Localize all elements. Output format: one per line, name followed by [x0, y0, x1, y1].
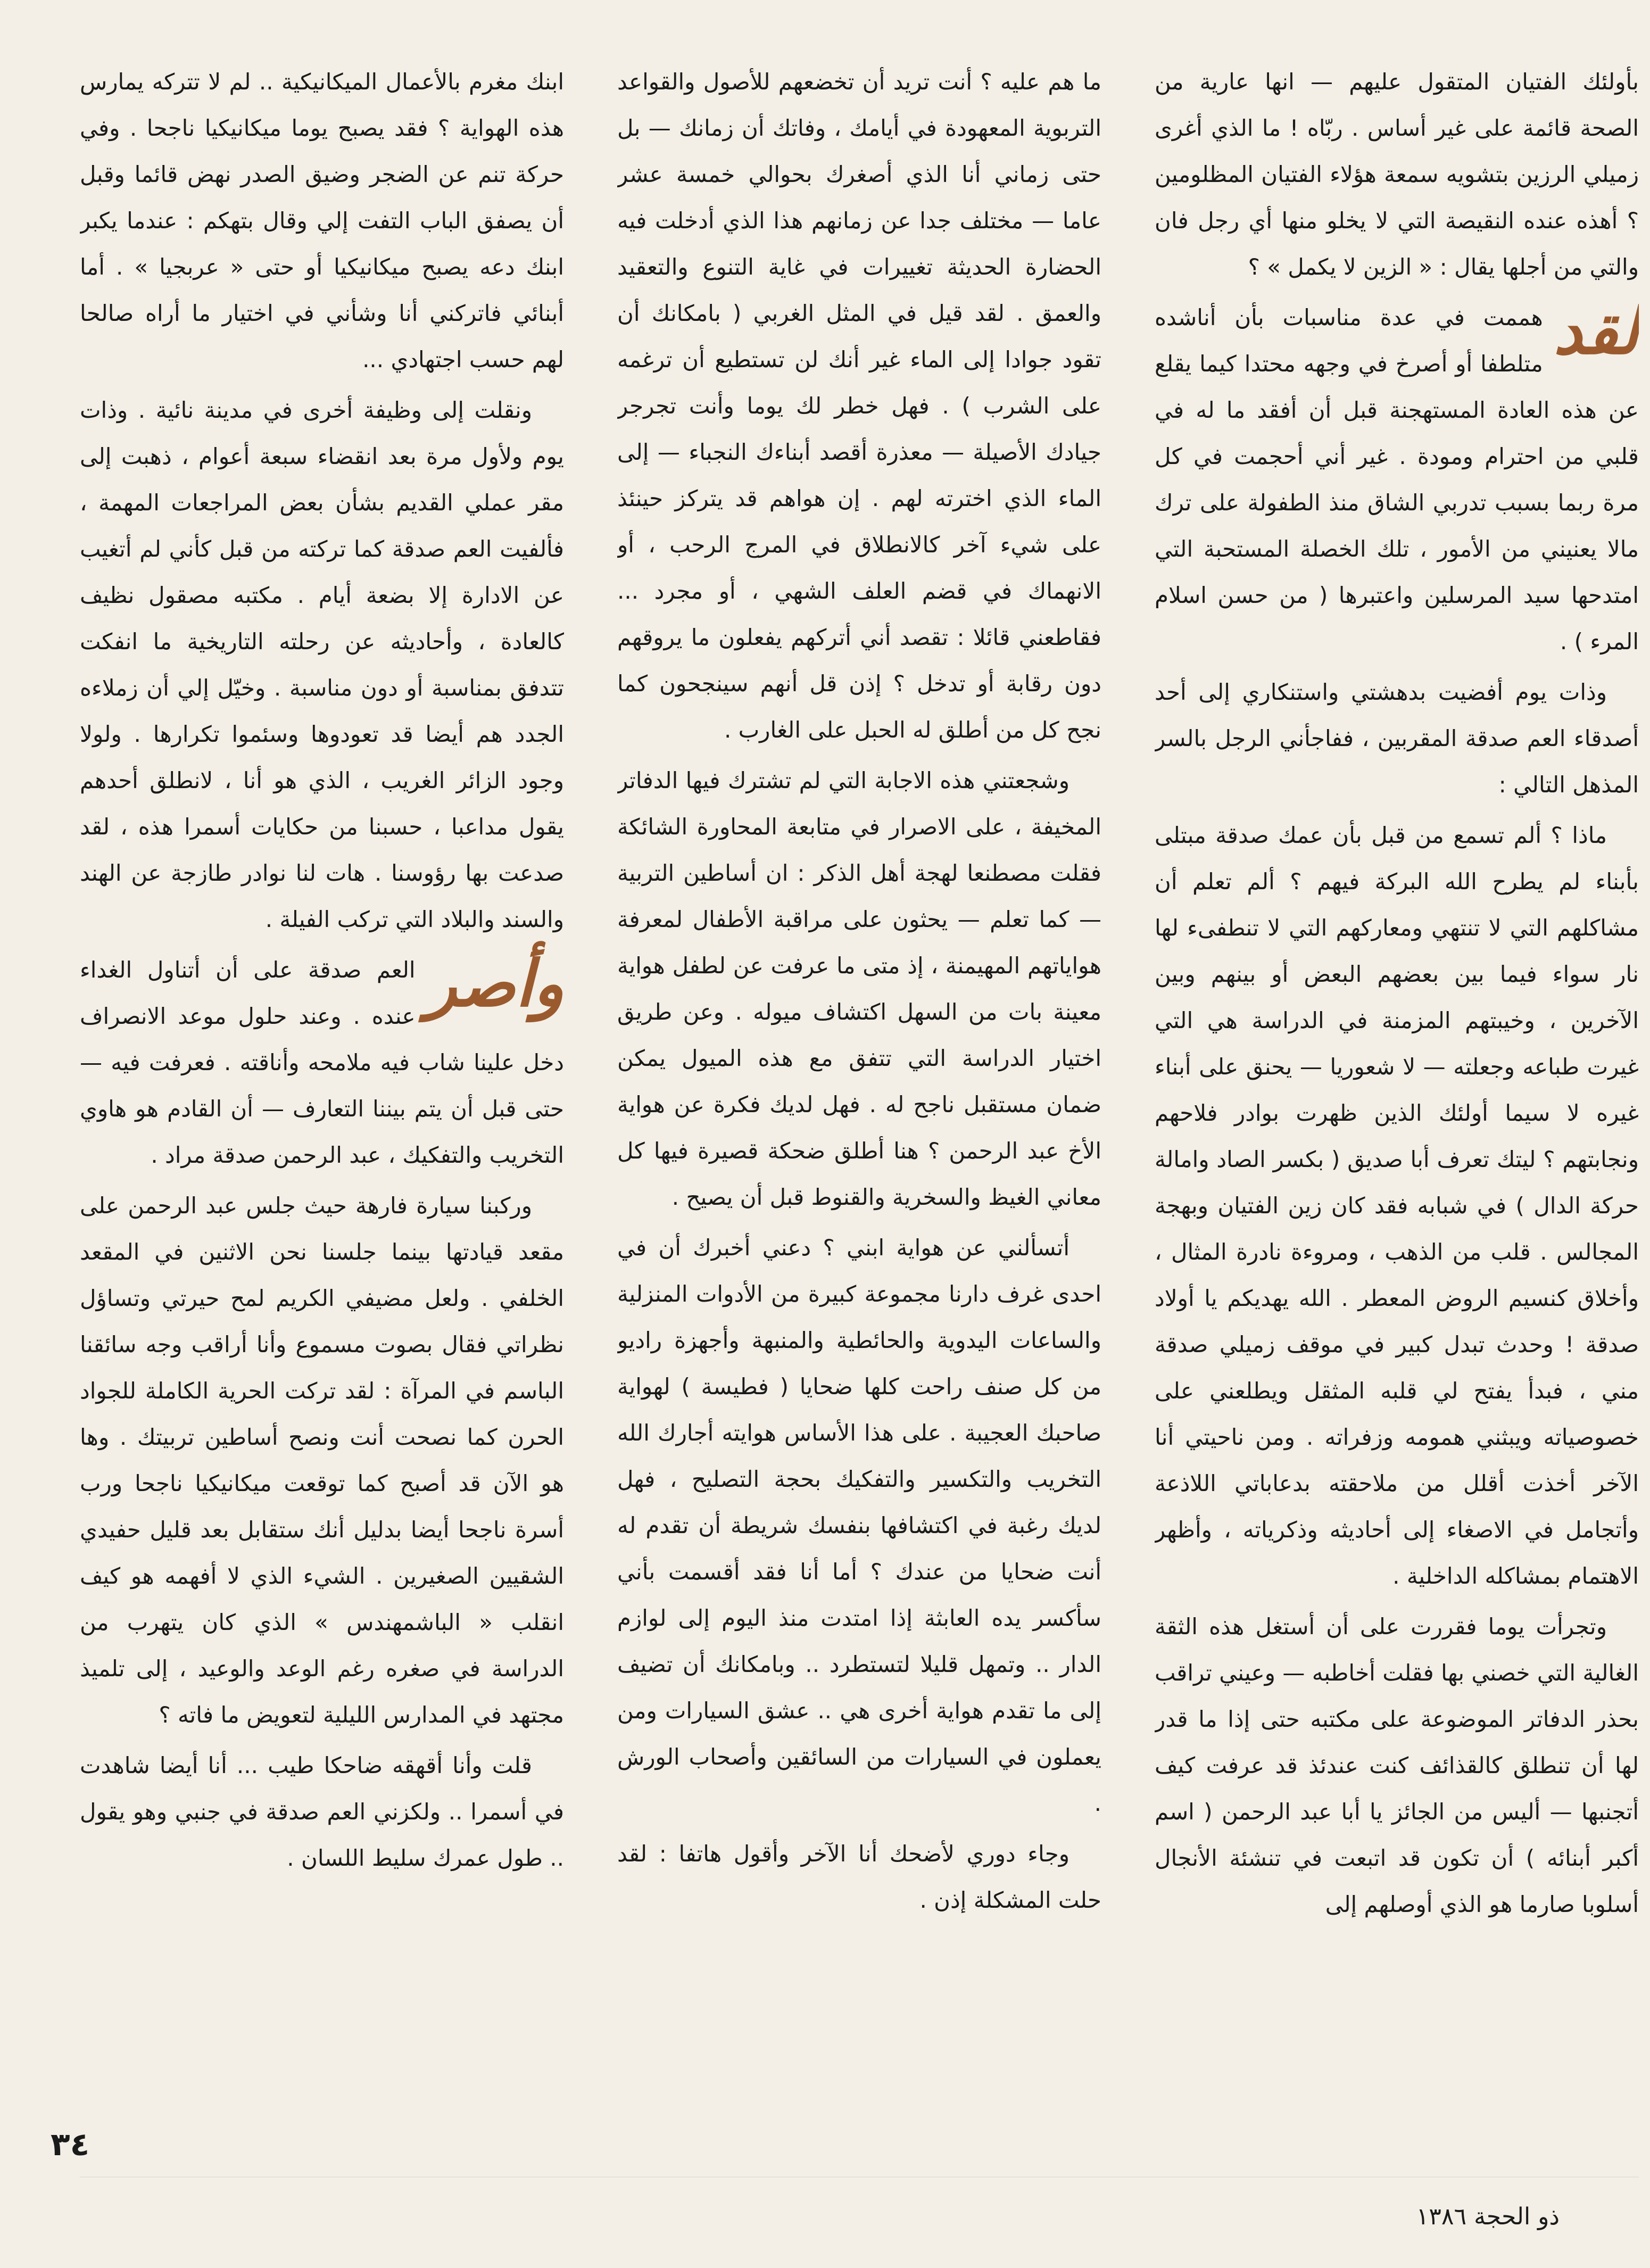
issue-date: ذو الحجة ١٣٨٦ [1416, 2203, 1560, 2230]
paragraph: وتجرأت يوما فقررت على أن أستغل هذه الثقة الغالية التي خصني بها فقلت أخاطبه — وعيني تراقب بحذر الدفاتر الموضوعة على مكتبه حتى إذا ما قدر لها أن تنطلق كالقذائف كنت عندئذ قد عرفت كيف أتجنبها — أليس من الجائز يا أبا عبد الرحمن ( اسم أكبر أبنائه ) أن تكون قد اتبعت في تنشئة الأنجال أسلوبا صارما هو الذي أوصلهم إلى [1155, 1613, 1639, 1917]
dropcap-paragraph [1155, 294, 1639, 665]
paragraph: ونقلت إلى وظيفة أخرى في مدينة نائية . وذات يوم ولأول مرة بعد انقضاء سبعة أعوام ، ذهبت إلى مقر عملي القديم بشأن بعض المراجعات المهمة ، فألفيت العم صدقة كما تركته من قبل كأني لم أتغيب عن الادارة إلا بضعة أيام . مكتبه مصقول نظيف كالعادة ، وأحاديثه عن رحلته التاريخية ما انفكت تتدفق بمناسبة أو دون مناسبة . وخيّل إلي أن زملاءه الجدد هم أيضا قد تعودوها وسئموا تكرارها . ولولا وجود الزائر الغريب ، الذي هو أنا ، لانطلق أحدهم يقول مداعبا ، حسبنا من حكايات أسمرا هذه ، لقد صدعت بها رؤوسنا . هات لنا نوادر طازجة عن الهند والسند والبلاد التي تركب الفيلة . [80, 397, 564, 932]
paragraph: ابنك مغرم بالأعمال الميكانيكية .. لم لا تتركه يمارس هذه الهواية ؟ فقد يصبح يوما ميكانيكيا ناجحا . وفي حركة تنم عن الضجر وضيق الصدر نهض قائما وقبل أن يصفق الباب التفت إلي وقال بتهكم : عندما يكبر ابنك دعه يصبح ميكانيكيا أو حتى « عربجيا » . أما أبنائي فاتركني أنا وشأني في اختيار ما أراه صالحا لهم حسب اجتهادي ... [80, 69, 564, 373]
paragraph: ماذا ؟ ألم تسمع من قبل بأن عمك صدقة مبتلى بأبناء لم يطرح الله البركة فيهم ؟ ألم تعلم أن مشاكلهم التي لا تنتهي ومعاركهم التي لا تنطفىء لها نار سواء فيما بين بعضهم البعض أو بينهم وبين الآخرين ، وخيبتهم المزمنة في الدراسة هي التي غيرت طباعه وجعلته — لا شعوريا — يحنق على أبناء غيره لا سيما أولئك الذين ظهرت بوادر فلاحهم ونجابتهم ؟ ليتك تعرف أبا صديق ( بكسر الصاد وامالة حركة الدال ) في شبابه فقد كان زين الفتيان وبهجة المجالس . قلب من الذهب ، ومروءة نادرة المثال ، وأخلاق كنسيم الروض المعطر . الله يهديكم يا أولاد صدقة ! وحدث تبدل كبير في موقف زميلي صدقة مني ، فبدأ يفتح لي قلبه المثقل ويطلعني على خصوصياته ويبثني همومه وزفراته . ومن ناحيتي أنا الآخر أخذت أقلل من ملاحقته بدعاباتي اللاذعة وأتجامل في الاصغاء إلى أحاديثه وذكرياته ، وأظهر الاهتمام بمشاكله الداخلية . [1155, 822, 1639, 1589]
paragraph: بأولئك الفتيان المتقول عليهم — انها عارية من الصحة قائمة على غير أساس . ربّاه ! ما الذي أغرى زميلي الرزين بتشويه سمعة هؤلاء الفتيان المظلومين ؟ أهذه عنده النقيصة التي لا يخلو منها أي رجل فان والتي من أجلها يقال : « الزين لا يكمل » ؟ [1155, 69, 1639, 280]
paragraph: ما هم عليه ؟ أنت تريد أن تخضعهم للأصول والقواعد التربوية المعهودة في أيامك ، وفاتك أن زمانك — بل حتى زماني أنا الذي أصغرك بحوالي خمسة عشر عاما — مختلف جدا عن زمانهم هذا الذي أدخلت فيه الحضارة الحديثة تغييرات في غاية التنوع والتعقيد والعمق . لقد قيل في المثل الغربي ( بامكانك أن تقود جوادا إلى الماء غير أنك لن تستطيع أن ترغمه على الشرب ) . فهل خطر لك يوما وأنت تجرجر جيادك الأصيلة — معذرة أقصد أبناءك النجباء — إلى الماء الذي اخترته لهم . إن هواهم قد يتركز حينئذ على شيء آخر كالانطلاق في المرج الرحب ، أو الانهماك في قضم العلف الشهي ، أو مجرد ... فقاطعني قائلا : تقصد أني أتركهم يفعلون ما يروقهم دون رقابة أو تدخل ؟ إذن قل أنهم سينجحون كما نجح كل من أطلق له الحبل على الغارب . [617, 69, 1101, 743]
column-middle [617, 59, 1101, 2129]
page-number: ٣٤ [51, 2126, 90, 2163]
paragraph: وذات يوم أفضيت بدهشتي واستنكاري إلى أحد أصدقاء العم صدقة المقربين ، ففاجأني الرجل بالسر المذهل التالي : [1155, 679, 1639, 798]
text-columns [80, 59, 1639, 2129]
paragraph: وجاء دوري لأضحك أنا الآخر وأقول هاتفا : لقد حلت المشكلة إذن . [617, 1841, 1101, 1913]
dropcap: وأصر [426, 946, 564, 1021]
column-left [80, 59, 564, 2129]
paragraph: وركبنا سيارة فارهة حيث جلس عبد الرحمن على مقعد قيادتها بينما جلسنا نحن الاثنين في المقعد الخلفي . ولعل مضيفي الكريم لمح حيرتي وتساؤل نظراتي فقال بصوت مسموع وأنا أراقب وجه سائقنا الباسم في المرآة : لقد تركت الحرية الكاملة للجواد الحرن كما نصحت أنت ونصح أساطين تربيتك . وها هو الآن قد أصبح كما توقعت ميكانيكيا ناجحا ورب أسرة ناجحا أيضا بدليل أنك ستقابل بعد قليل حفيدي الشقيين الصغيرين . الشيء الذي لا أفهمه هو كيف انقلب « الباشمهندس » الذي كان يتهرب من الدراسة في صغره رغم الوعد والوعيد ، إلى تلميذ مجتهد في المدارس الليلية لتعويض ما فاته ؟ [80, 1193, 564, 1728]
paragraph: قلت وأنا أقهقه ضاحكا طيب ... أنا أيضا شاهدت في أسمرا .. ولكزني العم صدقة في جنبي وهو يقول .. طول عمرك سليط اللسان . [80, 1752, 564, 1871]
paragraph: العم صدقة على أن أتناول الغداء عنده . وعند حلول موعد الانصراف دخل علينا شاب فيه ملامحه وأناقته . فعرفت فيه — حتى قبل أن يتم بيننا التعارف — أن القادم هو هاوي التخريب والتفكيك ، عبد الرحمن صدقة مراد . [80, 957, 564, 1168]
footer-divider [80, 2176, 1639, 2178]
paragraph: وشجعتني هذه الاجابة التي لم تشترك فيها الدفاتر المخيفة ، على الاصرار في متابعة المحاورة الشائكة فقلت مصطنعا لهجة أهل الذكر : ان أساطين التربية — كما تعلم — يحثون على مراقبة الأطفال لمعرفة هواياتهم المهيمنة ، إذ متى ما عرفت عن لطفل هواية معينة بات من السهل اكتشاف ميوله . وعن طريق اختيار الدراسة التي تتفق مع هذه الميول يمكن ضمان مستقبل ناجح له . فهل لديك فكرة عن هواية الأخ عبد الرحمن ؟ هنا أطلق ضحكة قصيرة فيها كل معاني الغيظ والسخرية والقنوط قبل أن يصيح . [617, 767, 1101, 1210]
paragraph: هممت في عدة مناسبات بأن أناشده متلطفا أو أصرخ في وجهه محتدا كيما يقلع عن هذه العادة المستهجنة قبل أن أفقد ما له في قلبي من احترام ومودة . غير أني أحجمت في كل مرة ربما بسبب تدربي الشاق منذ الطفولة على ترك مالا يعنيني من الأمور ، تلك الخصلة المستحبة التي امتدحها سيد المرسلين واعتبرها ( من حسن اسلام المرء ) . [1155, 304, 1639, 655]
dropcap-paragraph [80, 947, 564, 1178]
paragraph: أتسألني عن هواية ابني ؟ دعني أخبرك أن في احدى غرف دارنا مجموعة كبيرة من الأدوات المنزلية والساعات اليدوية والحائطية والمنبهة وأجهزة راديو من كل صنف راحت كلها ضحايا ( فطيسة ) لهواية صاحبك العجيبة . على هذا الأساس هوايته أجارك الله التخريب والتكسير والتفكيك بحجة التصليح ، فهل لديك رغبة في اكتشافها بنفسك شريطة أن تقدم له أنت ضحايا من عندك ؟ أما أنا فقد أقسمت بأني سأكسر يده العابثة إذا امتدت منذ اليوم إلى لوازم الدار .. وتمهل قليلا لتستطرد .. وبامكانك أن تضيف إلى ما تقدم هواية أخرى هي .. عشق السيارات ومن يعملون في السيارات من السائقين وأصحاب الورش . [617, 1235, 1101, 1816]
dropcap: لقد [1553, 294, 1639, 369]
column-right [1155, 59, 1639, 2129]
